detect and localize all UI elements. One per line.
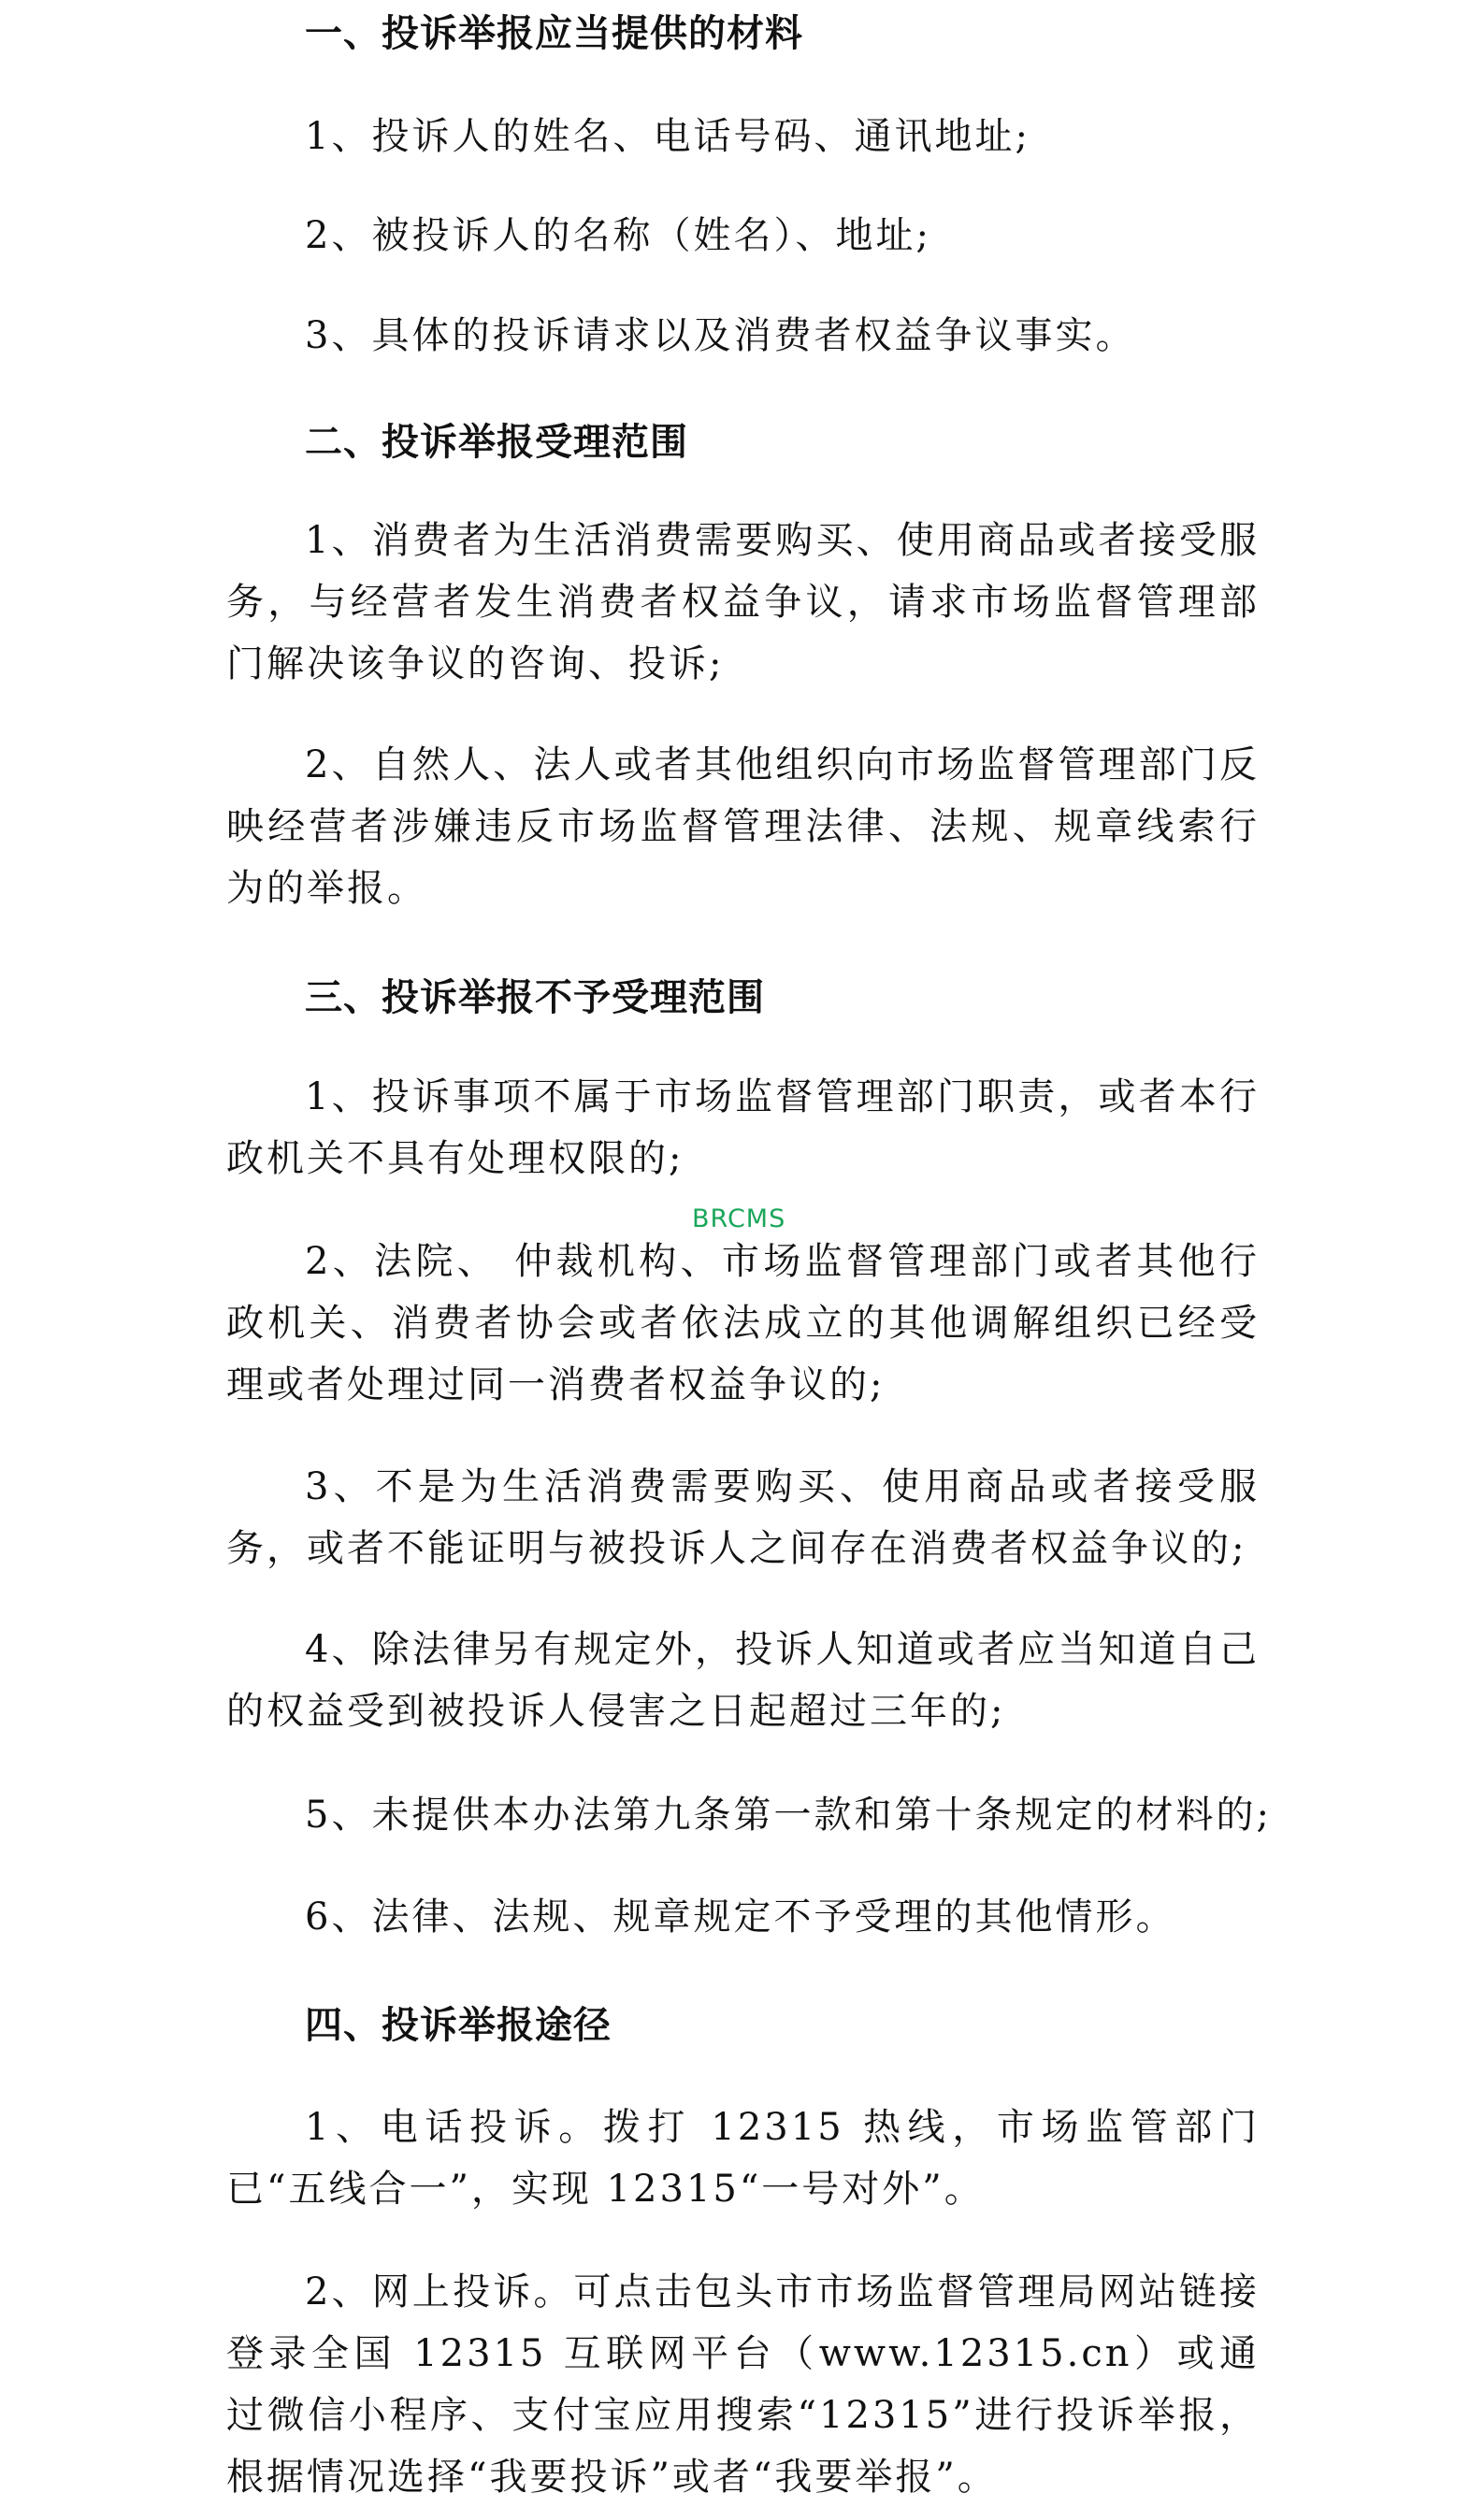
section-1-item-3: 3、具体的投诉请求以及消费者权益争议事实。 [305,314,1136,357]
section-3-heading: 三、投诉举报不予受理范围 [305,976,765,1019]
section-4-heading: 四、投诉举报途径 [305,2004,612,2047]
section-2-item-1: 1、消费者为生活消费需要购买、使用商品或者接受服务，与经营者发生消费者权益争议，请求市场监督管理部门解决该争议的咨询、投诉; [226,519,1260,685]
section-3-item-1: 1、投诉事项不属于市场监督管理部门职责，或者本行政机关不具有处理权限的; [226,1075,1260,1180]
section-1-item-1: 1、投诉人的姓名、电话号码、通讯地址; [305,115,1030,158]
section-1-heading: 一、投诉举报应当提供的材料 [305,12,803,55]
section-2-heading: 二、投诉举报受理范围 [305,421,688,464]
section-4-item-1: 1、电话投诉。拨打 12315 热线，市场监管部门已“五线合一”，实现 12315“一号对外”。 [226,2106,1260,2211]
section-3-item-4: 4、除法律另有规定外，投诉人知道或者应当知道自己的权益受到被投诉人侵害之日起超过三年的; [226,1628,1260,1733]
section-3-item-2: 2、法院、 仲裁机构、市场监督管理部门或者其他行政机关、消费者协会或者依法成立的其他调解组织已经受理或者处理过同一消费者权益争议的; [226,1240,1260,1406]
brcms-watermark: BRCMS [692,1204,786,1233]
section-3-item-6: 6、法律、法规、规章规定不予受理的其他情形。 [305,1895,1176,1939]
section-3-item-3: 3、不是为生活消费需要购买、使用商品或者接受服务，或者不能证明与被投诉人之间存在消费者权益争议的; [226,1465,1260,1570]
section-1-item-2: 2、被投诉人的名称（姓名）、地址; [305,214,931,257]
section-3-item-5: 5、未提供本办法第九条第一款和第十条规定的材料的; [305,1794,1272,1837]
section-2-item-2: 2、自然人、法人或者其他组织向市场监督管理部门反映经营者涉嫌违反市场监督管理法律、法规、规章线索行为的举报。 [226,743,1260,910]
section-4-item-2: 2、网上投诉。可点击包头市市场监督管理局网站链接登录全国 12315 互联网平台（www.12315.cn）或通过微信小程序、支付宝应用搜索“12315”进行投诉举报，根据情况选择“我要投诉”或者“我要举报”。 [226,2270,1260,2499]
